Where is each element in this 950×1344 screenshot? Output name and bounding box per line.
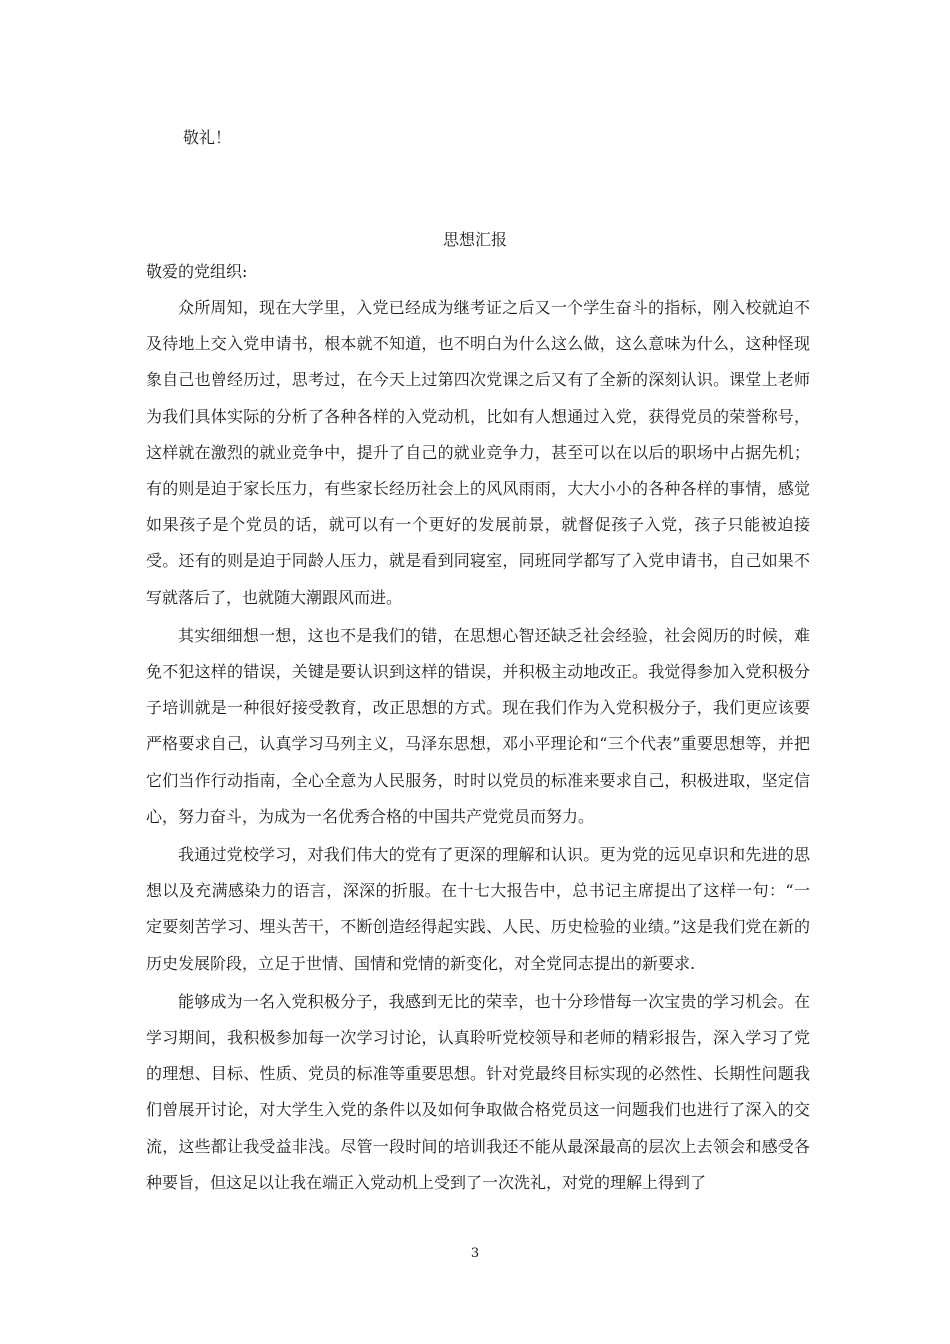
closing-salutation: 敬礼！: [183, 128, 232, 147]
paragraph: 我通过党校学习，对我们伟大的党有了更深的理解和认识。更为党的远见卓识和先进的思想以及充满感染力的语言，深深的折服。在十七大报告中，总书记主席提出了这样一句：“一定要刻苦学习、埋头苦干，不断创造经得起实践、人民、历史检验的业绩。”这是我们党在新的历史发展阶段，立足于世情、国情和党情的新变化，对全党同志提出的新要求.: [146, 845, 810, 973]
document-title: 思想汇报: [442, 230, 507, 249]
paragraph: 能够成为一名入党积极分子，我感到无比的荣幸，也十分珍惜每一次宝贵的学习机会。在学习期间，我积极参加每一次学习讨论，认真聆听党校领导和老师的精彩报告，深入学习了党的理想、目标、性质、党员的标准等重要思想。针对党最终目标实现的必然性、长期性问题我们曾展开讨论，对大学生入党的条件以及如何争取做合格党员这一问题我们也进行了深入的交流，这些都让我受益非浅。尽管一段时间的培训我还不能从最深最高的层次上去领会和感受各种要旨，但这足以让我在端正入党动机上受到了一次洗礼，对党的理解上得到了: [146, 991, 810, 1192]
paragraph: 众所周知，现在大学里，入党已经成为继考证之后又一个学生奋斗的指标，刚入校就迫不及待地上交入党申请书，根本就不知道，也不明白为什么这么做，这么意味为什么，这种怪现象自己也曾经历过，思考过，在今天上过第四次党课之后又有了全新的深刻认识。课堂上老师为我们具体实际的分析了各种各样的入党动机，比如有人想通过入党，获得党员的荣誉称号，这样就在激烈的就业竞争中，提升了自己的就业竞争力，甚至可以在以后的职场中占据先机；有的则是迫于家长压力，有些家长经历社会上的风风雨雨，大大小小的各种各样的事情，感觉如果孩子是个党员的话，就可以有一个更好的发展前景，就督促孩子入党，孩子只能被迫接受。还有的则是迫于同龄人压力，就是看到同寝室，同班同学都写了入党申请书，自己如果不写就落后了，也就随大潮跟风而进。: [146, 298, 810, 607]
page-number: 3: [470, 1246, 480, 1261]
paragraph: 其实细细想一想，这也不是我们的错，在思想心智还缺乏社会经验，社会阅历的时候，难免不犯这样的错误，关键是要认识到这样的错误，并积极主动地改正。我觉得参加入党积极分子培训就是一种很好接受教育，改正思想的方式。现在我们作为入党积极分子，我们更应该要严格要求自己，认真学习马列主义，马泽东思想，邓小平理论和“三个代表”重要思想等，并把它们当作行动指南，全心全意为人民服务，时时以党员的标准来要求自己，积极进取，坚定信心，努力奋斗，为成为一名优秀合格的中国共产党党员而努力。: [146, 625, 810, 826]
body-text: [146, 290, 810, 1203]
salutation: 敬爱的党组织:: [146, 262, 248, 281]
